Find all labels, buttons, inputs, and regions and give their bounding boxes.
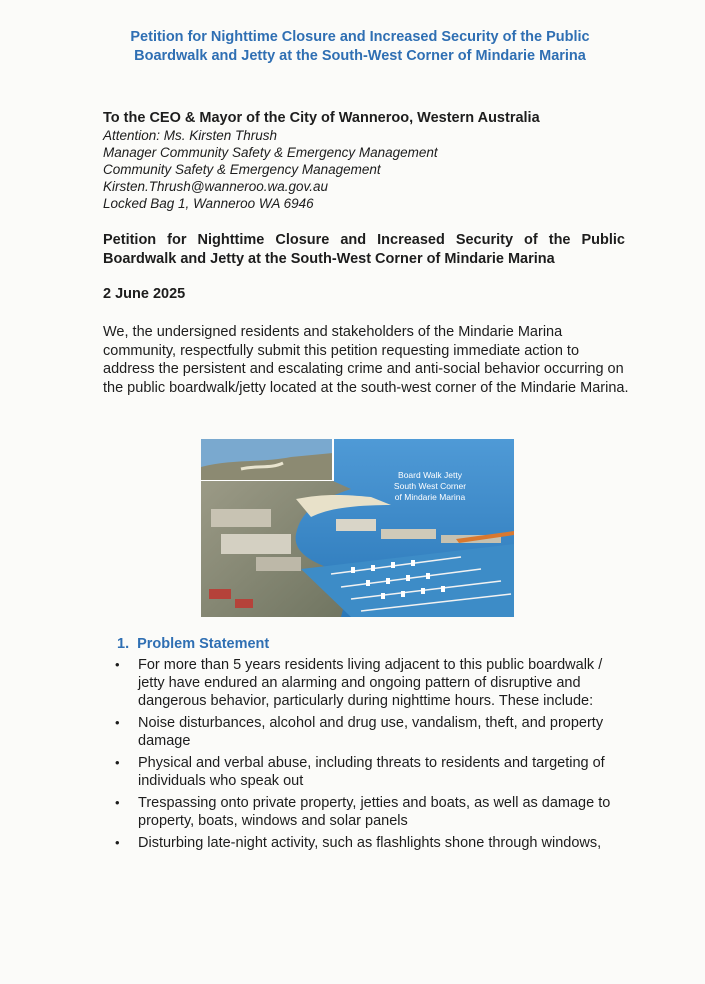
section-heading-problem-statement (117, 636, 269, 652)
bullet-icon: • (115, 795, 120, 810)
bullet-icon: • (115, 657, 120, 672)
address-attention: Attention: Ms. Kirsten Thrush (103, 128, 278, 143)
bullet-icon: • (115, 755, 120, 770)
marina-photo-illustration (201, 439, 514, 617)
bullet-icon: • (115, 715, 120, 730)
photo-caption (360, 470, 500, 503)
list-item-text: Disturbing late-night activity, such as flashlights shone through windows, (138, 835, 602, 851)
list-item-text: Noise disturbances, alcohol and drug use, vandalism, theft, and property damage (138, 715, 604, 749)
header-title (110, 28, 610, 66)
list-item (112, 754, 632, 790)
list-item (112, 834, 632, 852)
list-item-text: Physical and verbal abuse, including threats to residents and targeting of individuals who speak out (138, 755, 605, 789)
address-block (103, 110, 623, 212)
list-item-text: Trespassing onto private property, jetties and boats, as well as damage to property, boats, windows and solar panels (138, 795, 611, 829)
photo-caption-line-1: Board Walk Jetty (398, 470, 462, 480)
petition-date: 2 June 2025 (103, 286, 186, 302)
bullet-icon: • (115, 835, 120, 850)
address-heading: To the CEO & Mayor of the City of Wanneroo, Western Australia (103, 110, 540, 126)
list-item-text: For more than 5 years residents living adjacent to this public boardwalk / jetty have endured an alarming and ongoing pattern of disruptive and dangerous behavior, particularly during nighttime hours. These include: (138, 657, 603, 709)
section-number: 1. (117, 636, 130, 652)
list-item (112, 794, 632, 830)
photo-caption-line-3: of Mindarie Marina (394, 492, 466, 502)
address-department: Community Safety & Emergency Management (103, 162, 381, 177)
intro-paragraph: We, the undersigned residents and stakeholders of the Mindarie Marina community, respectfully submit this petition requesting immediate action to address the persistent and escalating crime and anti-social behavior occurring on the public boardwalk/jetty located at the south-west corner of the Mindarie Marina. (103, 324, 629, 396)
marina-aerial-photo (201, 439, 514, 617)
header-title-line-1: Petition for Nighttime Closure and Increased Security of the Public (130, 29, 590, 45)
photo-caption-line-2: South West Corner (393, 481, 467, 491)
address-postal: Locked Bag 1, Wanneroo WA 6946 (103, 196, 314, 211)
address-email: Kirsten.Thrush@wanneroo.wa.gov.au (103, 179, 329, 194)
address-role: Manager Community Safety & Emergency Management (103, 145, 438, 160)
list-item (112, 714, 632, 750)
list-item (112, 656, 632, 710)
problem-bullet-list (112, 656, 632, 856)
section-title: Problem Statement (137, 636, 270, 652)
petition-heading: Petition for Nighttime Closure and Increased Security of the Public Boardwalk and Jetty at the South-West Corner of Mindarie Marina (103, 232, 625, 267)
header-title-line-2: Boardwalk and Jetty at the South-West Corner of Mindarie Marina (134, 48, 586, 64)
